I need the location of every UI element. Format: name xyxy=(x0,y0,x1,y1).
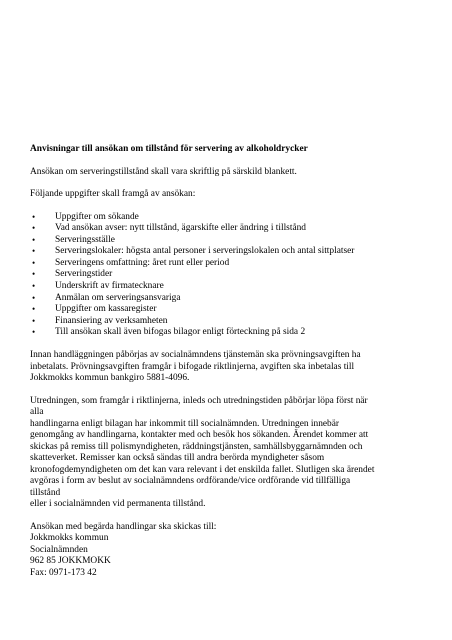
address-line: 962 85 JOKKMOKK xyxy=(30,556,111,567)
list-item-text: Underskrift av firmatecknare xyxy=(55,281,164,292)
address-line: Socialnämnden xyxy=(30,544,88,555)
list-item-text: Anmälan om serveringsansvariga xyxy=(55,292,181,303)
list-item-text: Serveringens omfattning: året runt eller period xyxy=(55,257,230,268)
paragraph-line: inbetalats. Prövningsavgiften framgår i bifogade riktlinjerna, avgiften ska inbetalas till xyxy=(30,361,355,372)
list-item xyxy=(30,258,375,270)
document-title: Anvisningar till ansökan om tillstånd för servering av alkoholdrycker xyxy=(30,144,308,154)
list-item xyxy=(30,293,375,305)
list-item xyxy=(30,327,375,339)
fee-paragraph xyxy=(30,350,375,385)
paragraph-line: Utredningen, som framgår i riktlinjerna, inleds och utredningstiden påbörjar löpa först när alla xyxy=(30,395,368,418)
list-item-text: Serveringslokaler: högsta antal personer i serveringslokalen och antal sittplatser xyxy=(55,246,355,257)
investigation-paragraph xyxy=(30,396,375,511)
list-item-text: Uppgifter om kassaregister xyxy=(55,304,157,315)
bullet-icon: • xyxy=(32,327,36,338)
paragraph-line: genomgång av handlingarna, kontakter med och besök hos sökanden. Ärendet kommer att xyxy=(30,430,369,441)
list-item xyxy=(30,316,375,328)
address-line: Fax: 0971-173 42 xyxy=(30,567,97,578)
bullet-icon: • xyxy=(32,292,36,303)
list-heading: Följande uppgifter skall framgå av ansökan: xyxy=(30,189,196,199)
list-item-text: Finansiering av verksamheten xyxy=(55,315,168,326)
paragraph-line: Jokkmokks kommun bankgiro 5881-4096. xyxy=(30,373,190,384)
bullet-icon: • xyxy=(32,315,36,326)
requirements-list xyxy=(30,212,375,340)
list-item xyxy=(30,281,375,293)
intro-paragraph: Ansökan om serveringstillstånd skall vara skriftlig på särskild blankett. xyxy=(30,166,297,177)
bullet-icon: • xyxy=(32,223,36,234)
bullet-icon: • xyxy=(32,269,36,280)
bullet-icon: • xyxy=(32,304,36,315)
paragraph-line: skatteverket. Remisser kan också sändas till andra berörda myndigheter såsom xyxy=(30,453,325,464)
bullet-icon: • xyxy=(32,211,36,222)
list-item xyxy=(30,212,375,224)
bullet-icon: • xyxy=(32,246,36,257)
list-item xyxy=(30,269,375,281)
send-to-heading: Ansökan med begärda handlingar ska skickas till: xyxy=(30,521,217,532)
list-item-text: Serveringsställe xyxy=(55,234,115,245)
list-item-text: Till ansökan skall även bifogas bilagor enligt förteckning på sida 2 xyxy=(55,327,306,338)
paragraph-line: Innan handläggningen påbörjas av socialnämndens tjänstemän ska prövningsavgiften ha xyxy=(30,350,361,361)
list-item-text: Vad ansökan avser: nytt tillstånd, ägarskifte eller ändring i tillstånd xyxy=(55,223,306,234)
document-content xyxy=(30,144,375,579)
paragraph-line: handlingarna enligt bilagan har inkommit till socialnämnden. Utredningen innebär xyxy=(30,418,340,429)
paragraph-line: skickas på remiss till polismyndigheten, räddningstjänsten, samhällsbyggarnämnden och xyxy=(30,441,363,452)
paragraph-line: avgöras i form av beslut av socialnämndens ordförande/vice ordförande vid tillfälliga tillstånd xyxy=(30,476,351,498)
bullet-icon: • xyxy=(32,281,36,292)
mailing-address xyxy=(30,533,375,579)
bullet-icon: • xyxy=(32,234,36,245)
paragraph-line: kronofogdemyndigheten om det kan vara relevant i det enskilda fallet. Slutligen ska ärendet xyxy=(30,464,375,475)
address-line: Jokkmokks kommun xyxy=(30,533,109,544)
list-item xyxy=(30,304,375,316)
list-item-text: Serveringstider xyxy=(55,269,113,280)
paragraph-line: eller i socialnämnden vid permanenta tillstånd. xyxy=(30,499,206,510)
list-item-text: Uppgifter om sökande xyxy=(55,211,139,222)
list-item xyxy=(30,223,375,235)
bullet-icon: • xyxy=(32,257,36,268)
list-item xyxy=(30,246,375,258)
list-item xyxy=(30,235,375,247)
